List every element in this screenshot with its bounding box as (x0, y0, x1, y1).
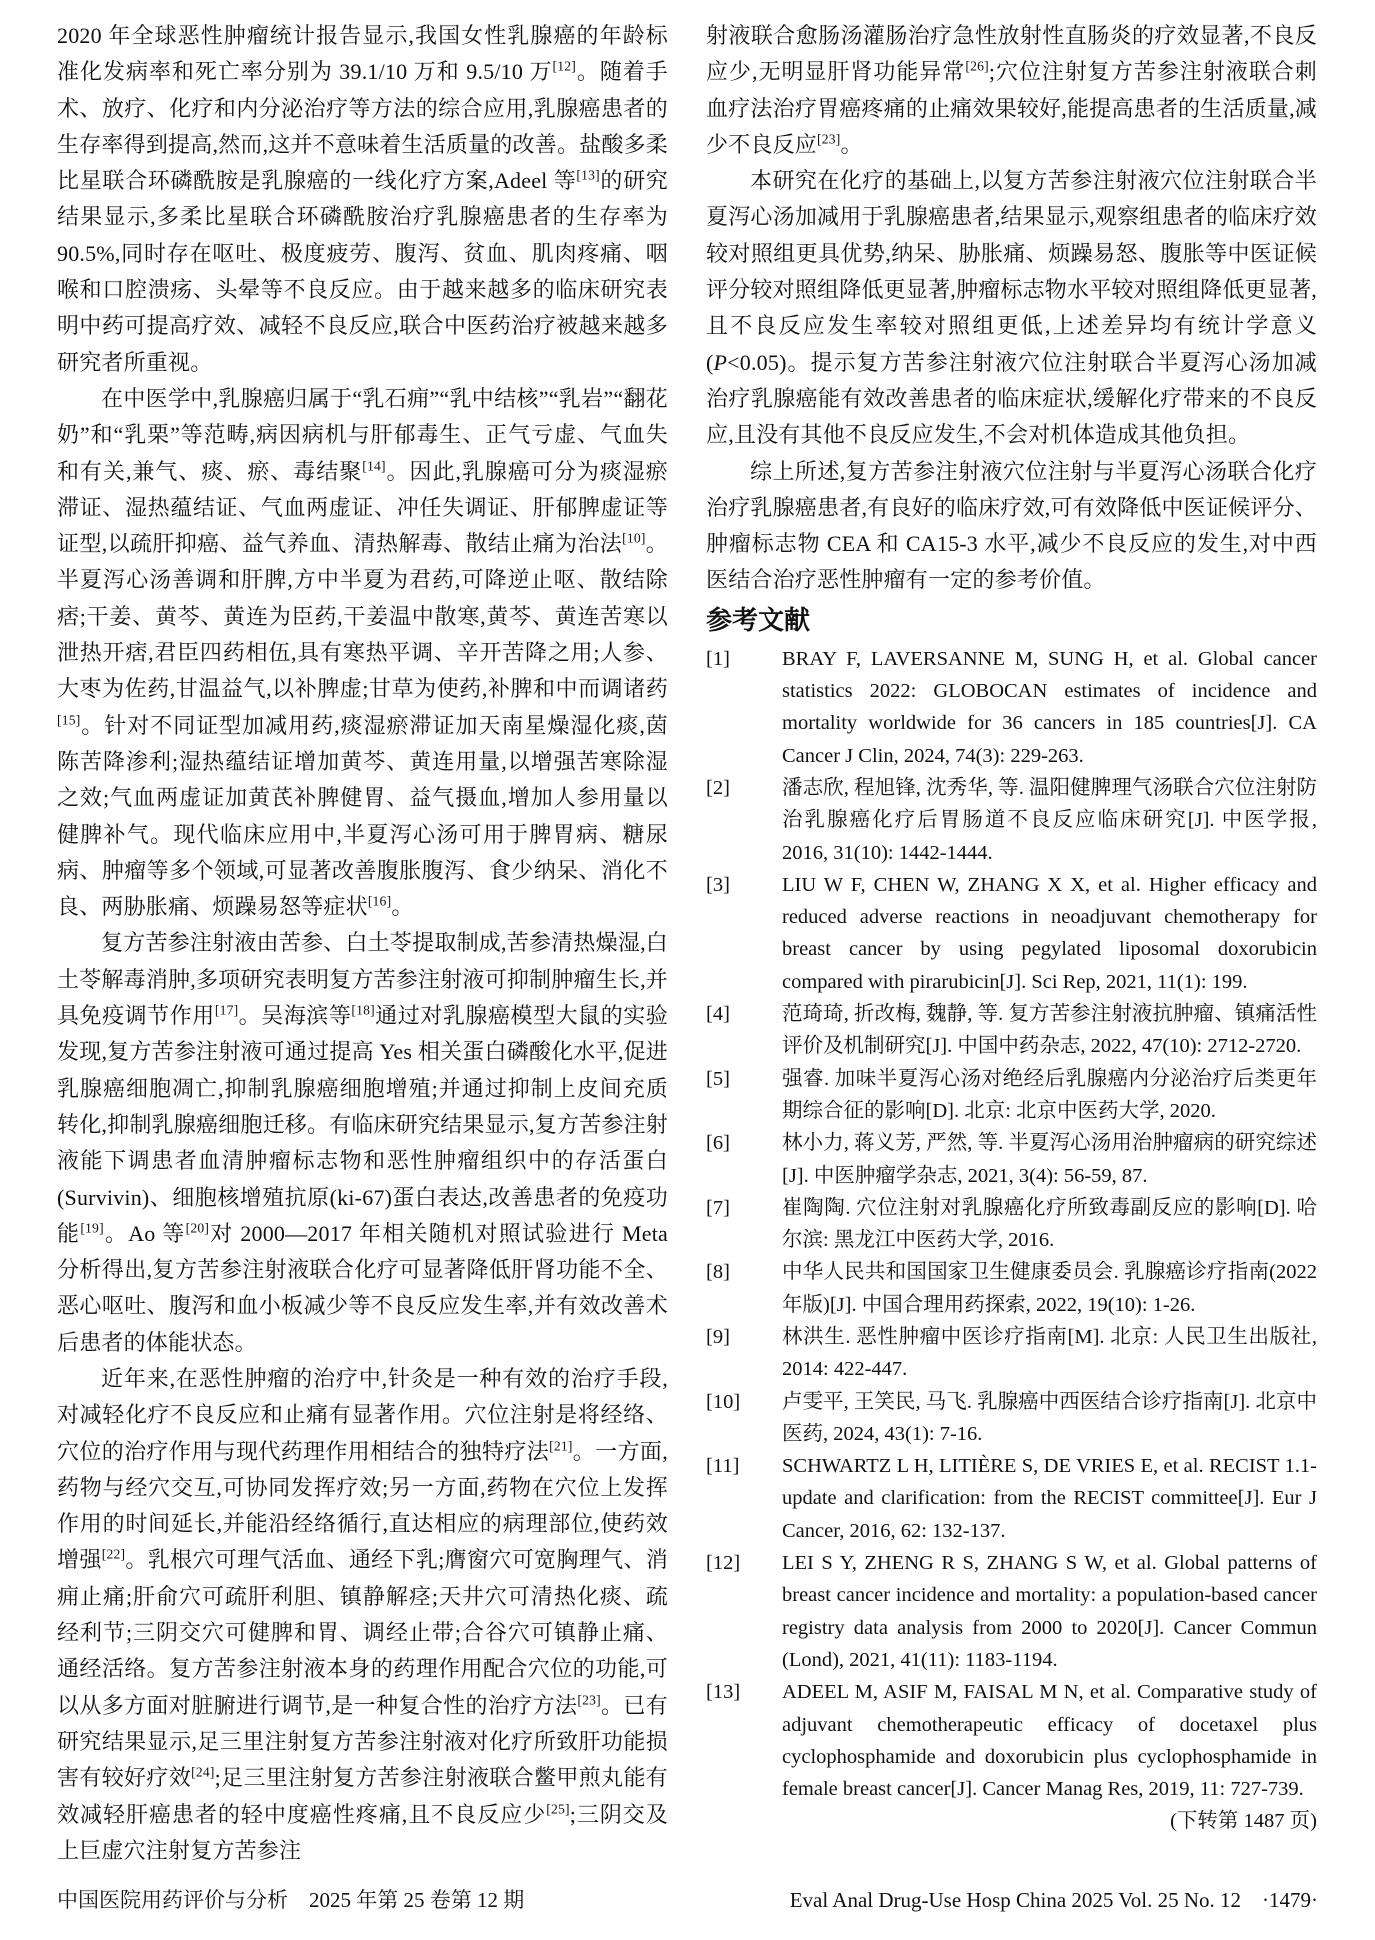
citation-superscript: [15] (57, 712, 81, 728)
reference-text: LIU W F, CHEN W, ZHANG X X, et al. Higher efficacy and reduced adverse reactions in neoadjuvant chemotherapy for breast cancer by using pegylated liposomal doxorubicin compared with pirarubicin[J]. Sci Rep, 2021, 11(1): 199. (782, 873, 1317, 993)
reference-item (706, 1676, 1317, 1805)
citation-superscript: [18] (351, 1002, 375, 1018)
reference-text: 卢雯平, 王笑民, 马飞. 乳腺癌中西医结合诊疗指南[J]. 北京中医药, 2024, 43(1): 7-16. (782, 1390, 1317, 1445)
paragraph: 近年来,在恶性肿瘤的治疗中,针灸是一种有效的治疗手段,对减轻化疗不良反应和止痛有显著作用。穴位注射是将经络、穴位的治疗作用与现代药理作用相结合的独特疗法[21]。一方面,药物与经穴交互,可协同发挥疗效;另一方面,药物在穴位上发挥作用的时间延长,并能沿经络循行,直达相应的病理部位,使药效增强[22]。乳根穴可理气活血、通经下乳;膺窗穴可宽胸理气、消痈止痛;肝俞穴可疏肝利胆、镇静解痉;天井穴可清热化痰、疏经利节;三阴交穴可健脾和胃、调经止带;合谷穴可镇静止痛、通经活络。复方苦参注射液本身的药理作用配合穴位的功能,可以从多方面对脏腑进行调节,是一种复合性的治疗方法[23]。已有研究结果显示,足三里注射复方苦参注射液对化疗所致肝功能损害有较好疗效[24];足三里注射复方苦参注射液联合鳖甲煎丸能有效减轻肝癌患者的轻中度癌性疼痛,且不良反应少[25];三阴交及上巨虚穴注射复方苦参注 (57, 1365, 668, 1863)
reference-number: [1] (706, 647, 730, 670)
reference-text: 强睿. 加味半夏泻心汤对绝经后乳腺癌内分泌治疗后类更年期综合征的影响[D]. 北京: 北京中医药大学, 2020. (782, 1067, 1317, 1122)
footer-journal-en: Eval Anal Drug-Use Hosp China 2025 Vol. 25 No. 12 ·1479· (789, 1888, 1318, 1912)
citation-superscript: [22] (101, 1547, 126, 1563)
paragraph: 本研究在化疗的基础上,以复方苦参注射液穴位注射联合半夏泻心汤加减用于乳腺癌患者,结果显示,观察组患者的临床疗效较对照组更具优势,纳呆、胁胀痛、烦躁易怒、腹胀等中医证候评分较对照组降低更显著,肿瘤标志物水平较对照组降低更显著,且不良反应发生率较对照组更低,上述差异均有统计学意义(P<0.05)。提示复方苦参注射液穴位注射联合半夏泻心汤加减治疗乳腺癌能有效改善患者的临床症状,缓解化疗带来的不良反应,且没有其他不良反应发生,不会对机体造成其他负担。 (706, 168, 1317, 448)
reference-number: [6] (706, 1132, 730, 1155)
right-column-paragraphs (706, 18, 1317, 599)
paragraph: 综上所述,复方苦参注射液穴位注射与半夏泻心汤联合化疗治疗乳腺癌患者,有良好的临床疗效,可有效降低中医证候评分、肿瘤标志物 CEA 和 CA15-3 水平,减少不良反应的发生,对中西医结合治疗恶性肿瘤有一定的参考价值。 (706, 458, 1317, 593)
left-column (57, 18, 668, 1869)
citation-superscript: [23] (817, 131, 841, 147)
citation-superscript: [21] (549, 1438, 573, 1454)
reference-item (706, 1450, 1317, 1547)
reference-number: [4] (706, 1003, 730, 1026)
reference-text: 崔陶陶. 穴位注射对乳腺癌化疗所致毒副反应的影响[D]. 哈尔滨: 黑龙江中医药大学, 2016. (782, 1196, 1317, 1252)
citation-superscript: [23] (577, 1692, 601, 1708)
reference-text: BRAY F, LAVERSANNE M, SUNG H, et al. Global cancer statistics 2022: GLOBOCAN estimates of incidence and mortality worldwide for 36 cancers in 185 countries[J]. CA Cancer J Clin, 2024, 74(3): 229-263. (782, 647, 1317, 767)
reference-item (706, 1063, 1317, 1128)
reference-number: [8] (706, 1261, 730, 1284)
citation-superscript: [19] (80, 1220, 104, 1236)
reference-number: [7] (706, 1196, 730, 1219)
reference-item (706, 998, 1317, 1063)
reference-text: LEI S Y, ZHENG R S, ZHANG S W, et al. Global patterns of breast cancer incidence and mortality: a population-based cancer registry data analysis from 2000 to 2020[J]. Cancer Commun (Lond), 2021, 41(11): 1183-1194. (782, 1552, 1317, 1671)
reference-text: 中华人民共和国国家卫生健康委员会. 乳腺癌诊疗指南(2022年版)[J]. 中国合理用药探索, 2022, 19(10): 1-26. (782, 1261, 1317, 1316)
citation-superscript: [17] (214, 1002, 239, 1018)
citation-superscript: [13] (576, 167, 600, 183)
two-column-body (57, 18, 1318, 1869)
citation-superscript: [12] (552, 58, 577, 74)
citation-superscript: [14] (362, 458, 386, 474)
references-list (706, 643, 1317, 1806)
reference-text: 林小力, 蒋义芳, 严然, 等. 半夏泻心汤用治肿瘤病的研究综述[J]. 中医肿瘤学杂志, 2021, 3(4): 56-59, 87. (782, 1132, 1317, 1187)
reference-number: [9] (706, 1325, 730, 1348)
references-heading: 参考文献 (706, 605, 811, 636)
paragraph: 在中医学中,乳腺癌归属于“乳石痈”“乳中结核”“乳岩”“翻花奶”和“乳栗”等范畴,病因病机与肝郁毒生、正气亏虚、气血失和有关,兼气、痰、瘀、毒结聚[14]。因此,乳腺癌可分为痰湿瘀滞证、湿热蕴结证、气血两虚证、冲任失调证、肝郁脾虚证等证型,以疏肝抑癌、益气养血、清热解毒、散结止痛为治法[10]。半夏泻心汤善调和肝脾,方中半夏为君药,可降逆止呕、散结除痞;干姜、黄芩、黄连为臣药,干姜温中散寒,黄芩、黄连苦寒以泄热开痞,君臣四药相伍,具有寒热平调、辛开苦降之用;人参、大枣为佐药,甘温益气,以补脾虚;甘草为使药,补脾和中而调诸药[15]。针对不同证型加减用药,痰湿瘀滞证加天南星燥湿化痰,茵陈苦降渗利;湿热蕴结证增加黄芩、黄连用量,以增强苦寒除湿之效;气血两虚证加黄芪补脾健胃、益气摄血,增加人参用量以健脾补气。现代临床应用中,半夏泻心汤可用于脾胃病、糖尿病、肿瘤等多个领域,可显著改善腹胀腹泻、食少纳呆、消化不良、两胁胀痛、烦躁易怒等症状[16]。 (57, 385, 669, 920)
reference-number: [5] (706, 1067, 730, 1090)
left-column-paragraphs (57, 18, 668, 1869)
reference-number: [12] (706, 1552, 741, 1575)
paragraph: 射液联合愈肠汤灌肠治疗急性放射性直肠炎的疗效显著,不良反应少,无明显肝肾功能异常[26];穴位注射复方苦参注射液联合刺血疗法治疗胃癌疼痛的止痛效果较好,能提高患者的生活质量,减少不良反应[23]。 (706, 23, 1317, 157)
citation-superscript: [10] (622, 530, 646, 546)
reference-item (706, 1127, 1317, 1192)
citation-superscript: [24] (191, 1764, 215, 1780)
italic-symbol: P (713, 349, 728, 375)
page-footer (57, 1884, 1318, 1914)
reference-text: 潘志欣, 程旭锋, 沈秀华, 等. 温阳健脾理气汤联合穴位注射防治乳腺癌化疗后胃肠道不良反应临床研究[J]. 中医学报, 2016, 31(10): 1442-1444. (782, 776, 1317, 864)
reference-number: [3] (706, 873, 730, 896)
reference-text: 林洪生. 恶性肿瘤中医诊疗指南[M]. 北京: 人民卫生出版社, 2014: 422-447. (782, 1325, 1317, 1381)
reference-item (706, 1386, 1317, 1451)
citation-superscript: [25] (546, 1801, 570, 1817)
reference-text: ADEEL M, ASIF M, FAISAL M N, et al. Comparative study of adjuvant chemotherapeutic efficacy of docetaxel plus cyclophosphamide and doxorubicin plus cyclophosphamide in female breast cancer[J]. Cancer Manag Res, 2019, 11: 727-739. (782, 1681, 1317, 1801)
reference-number: [10] (706, 1390, 741, 1413)
reference-item (706, 869, 1317, 998)
reference-number: [13] (706, 1681, 741, 1704)
reference-item (706, 643, 1317, 772)
reference-item (706, 772, 1317, 869)
reference-item (706, 1256, 1317, 1321)
paragraph: 2020 年全球恶性肿瘤统计报告显示,我国女性乳腺癌的年龄标准化发病率和死亡率分别为 39.1/10 万和 9.5/10 万[12]。随着手术、放疗、化疗和内分泌治疗等方法的综合应用,乳腺癌患者的生存率得到提高,然而,这并不意味着生活质量的改善。盐酸多柔比星联合环磷酰胺是乳腺癌的一线化疗方案,Adeel 等[13]的研究结果显示,多柔比星联合环磷酰胺治疗乳腺癌患者的生存率为90.5%,同时存在呕吐、极度疲劳、腹泻、贫血、肌肉疼痛、咽喉和口腔溃疡、头晕等不良反应。由于越来越多的临床研究表明中药可提高疗效、减轻不良反应,联合中医药治疗被越来越多研究者所重视。 (57, 23, 668, 375)
reference-item (706, 1547, 1317, 1676)
reference-item (706, 1192, 1317, 1257)
paragraph: 复方苦参注射液由苦参、白土苓提取制成,苦参清热燥湿,白土苓解毒消肿,多项研究表明复方苦参注射液可抑制肿瘤生长,并具免疫调节作用[17]。吴海滨等[18]通过对乳腺癌模型大鼠的实验发现,复方苦参注射液可通过提高 Yes 相关蛋白磷酸化水平,促进乳腺癌细胞凋亡,抑制乳腺癌细胞增殖;并通过抑制上皮间充质转化,抑制乳腺癌细胞迁移。有临床研究结果显示,复方苦参注射液能下调患者血清肿瘤标志物和恶性肿瘤组织中的存活蛋白(Survivin)、细胞核增殖抗原(ki-67)蛋白表达,改善患者的免疫功能[19]。Ao 等[20]对 2000—2017 年相关随机对照试验进行 Meta 分析得出,复方苦参注射液联合化疗可显著降低肝肾功能不全、恶心呕吐、腹泻和血小板减少等不良反应发生率,并有效改善术后患者的体能状态。 (57, 930, 669, 1355)
footer-journal-cn: 中国医院用药评价与分析 2025 年第 25 卷第 12 期 (57, 1888, 525, 1912)
citation-superscript: [16] (367, 893, 392, 909)
citation-superscript: [26] (965, 58, 989, 74)
reference-text: 范琦琦, 折改梅, 魏静, 等. 复方苦参注射液抗肿瘤、镇痛活性评价及机制研究[J]. 中国中药杂志, 2022, 47(10): 2712-2720. (782, 1003, 1317, 1058)
reference-text: SCHWARTZ L H, LITIÈRE S, DE VRIES E, et al. RECIST 1.1-update and clarification: from the RECIST committee[J]. Eur J Cancer, 2016, 62: 132-137. (782, 1455, 1317, 1542)
reference-number: [2] (706, 776, 730, 799)
continuation-note: (下转第 1487 页) (1170, 1810, 1317, 1833)
citation-superscript: [20] (185, 1220, 210, 1236)
reference-item (706, 1321, 1317, 1386)
reference-number: [11] (706, 1455, 740, 1478)
right-column (706, 18, 1317, 1869)
